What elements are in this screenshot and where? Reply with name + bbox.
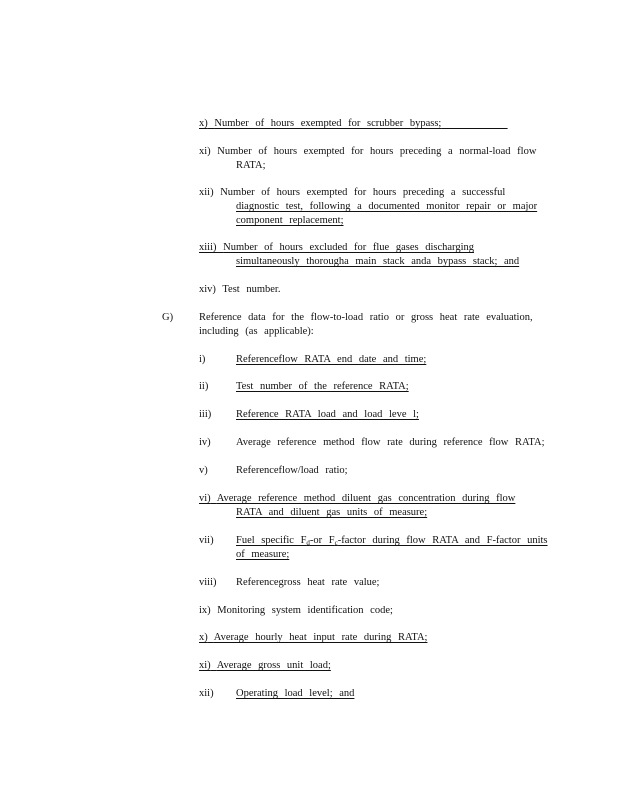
- list-item-g-vi-cont: RATA and diluent gas units of measure;: [236, 507, 428, 518]
- list-item-g-ix: ix) Monitoring system identification code;: [199, 605, 393, 616]
- list-item-g-ii: ii) Test number of the reference RATA;: [199, 381, 409, 392]
- list-item-f-xii-cont1: diagnostic test, following a documented monitor repair or major: [236, 201, 538, 212]
- list-item-f-xiv: xiv) Test number.: [199, 284, 281, 295]
- list-item-f-xiii-cont: simultaneously thorougha main stack anda bypass stack; and: [236, 256, 520, 267]
- list-item-g-vii: vii) Fuel specific $F_d-or$ $F_c$-factor during flow RATA and F-factor units: [199, 535, 548, 547]
- list-item-f-x: x) Number of hours exempted for scrubber bypass;: [199, 118, 442, 129]
- list-item-f-xi: xi) Number of hours exempted for hours preceding a normal-load flow: [199, 146, 537, 157]
- list-item-f-xii-cont2: component replacement;: [236, 215, 344, 226]
- list-item-g-vii-cont: of measure;: [236, 549, 290, 560]
- section-g-intro-cont: including (as applicable):: [199, 326, 314, 337]
- section-g-marker: G): [162, 312, 174, 323]
- list-item-g-xii: xii) Operating load level; and: [199, 688, 355, 699]
- list-item-g-iii: iii) Reference RATA load and load leve l;: [199, 409, 419, 420]
- list-item-g-iv: iv) Average reference method flow rate during reference flow RATA;: [199, 437, 545, 448]
- list-item-g-viii: viii) Referencegross heat rate value;: [199, 577, 380, 588]
- section-g-intro: Reference data for the flow-to-load ratio or gross heat rate evaluation,: [199, 312, 533, 323]
- list-item-f-xii: xii) Number of hours exempted for hours preceding a successful: [199, 187, 506, 198]
- list-item-g-x: x) Average hourly heat input rate during RATA;: [199, 632, 428, 643]
- list-item-g-v: v) Referenceflow/load ratio;: [199, 465, 348, 476]
- list-item-g-vi: vi) Average reference method diluent gas concentration during flow: [199, 493, 516, 504]
- list-item-g-i: i) Referenceflow RATA end date and time;: [199, 354, 427, 365]
- list-item-f-xi-cont: RATA;: [236, 160, 266, 171]
- list-item-g-xi: xi) Average gross unit load;: [199, 660, 331, 671]
- list-item-f-xiii: xiii) Number of hours excluded for flue gases discharging: [199, 242, 474, 253]
